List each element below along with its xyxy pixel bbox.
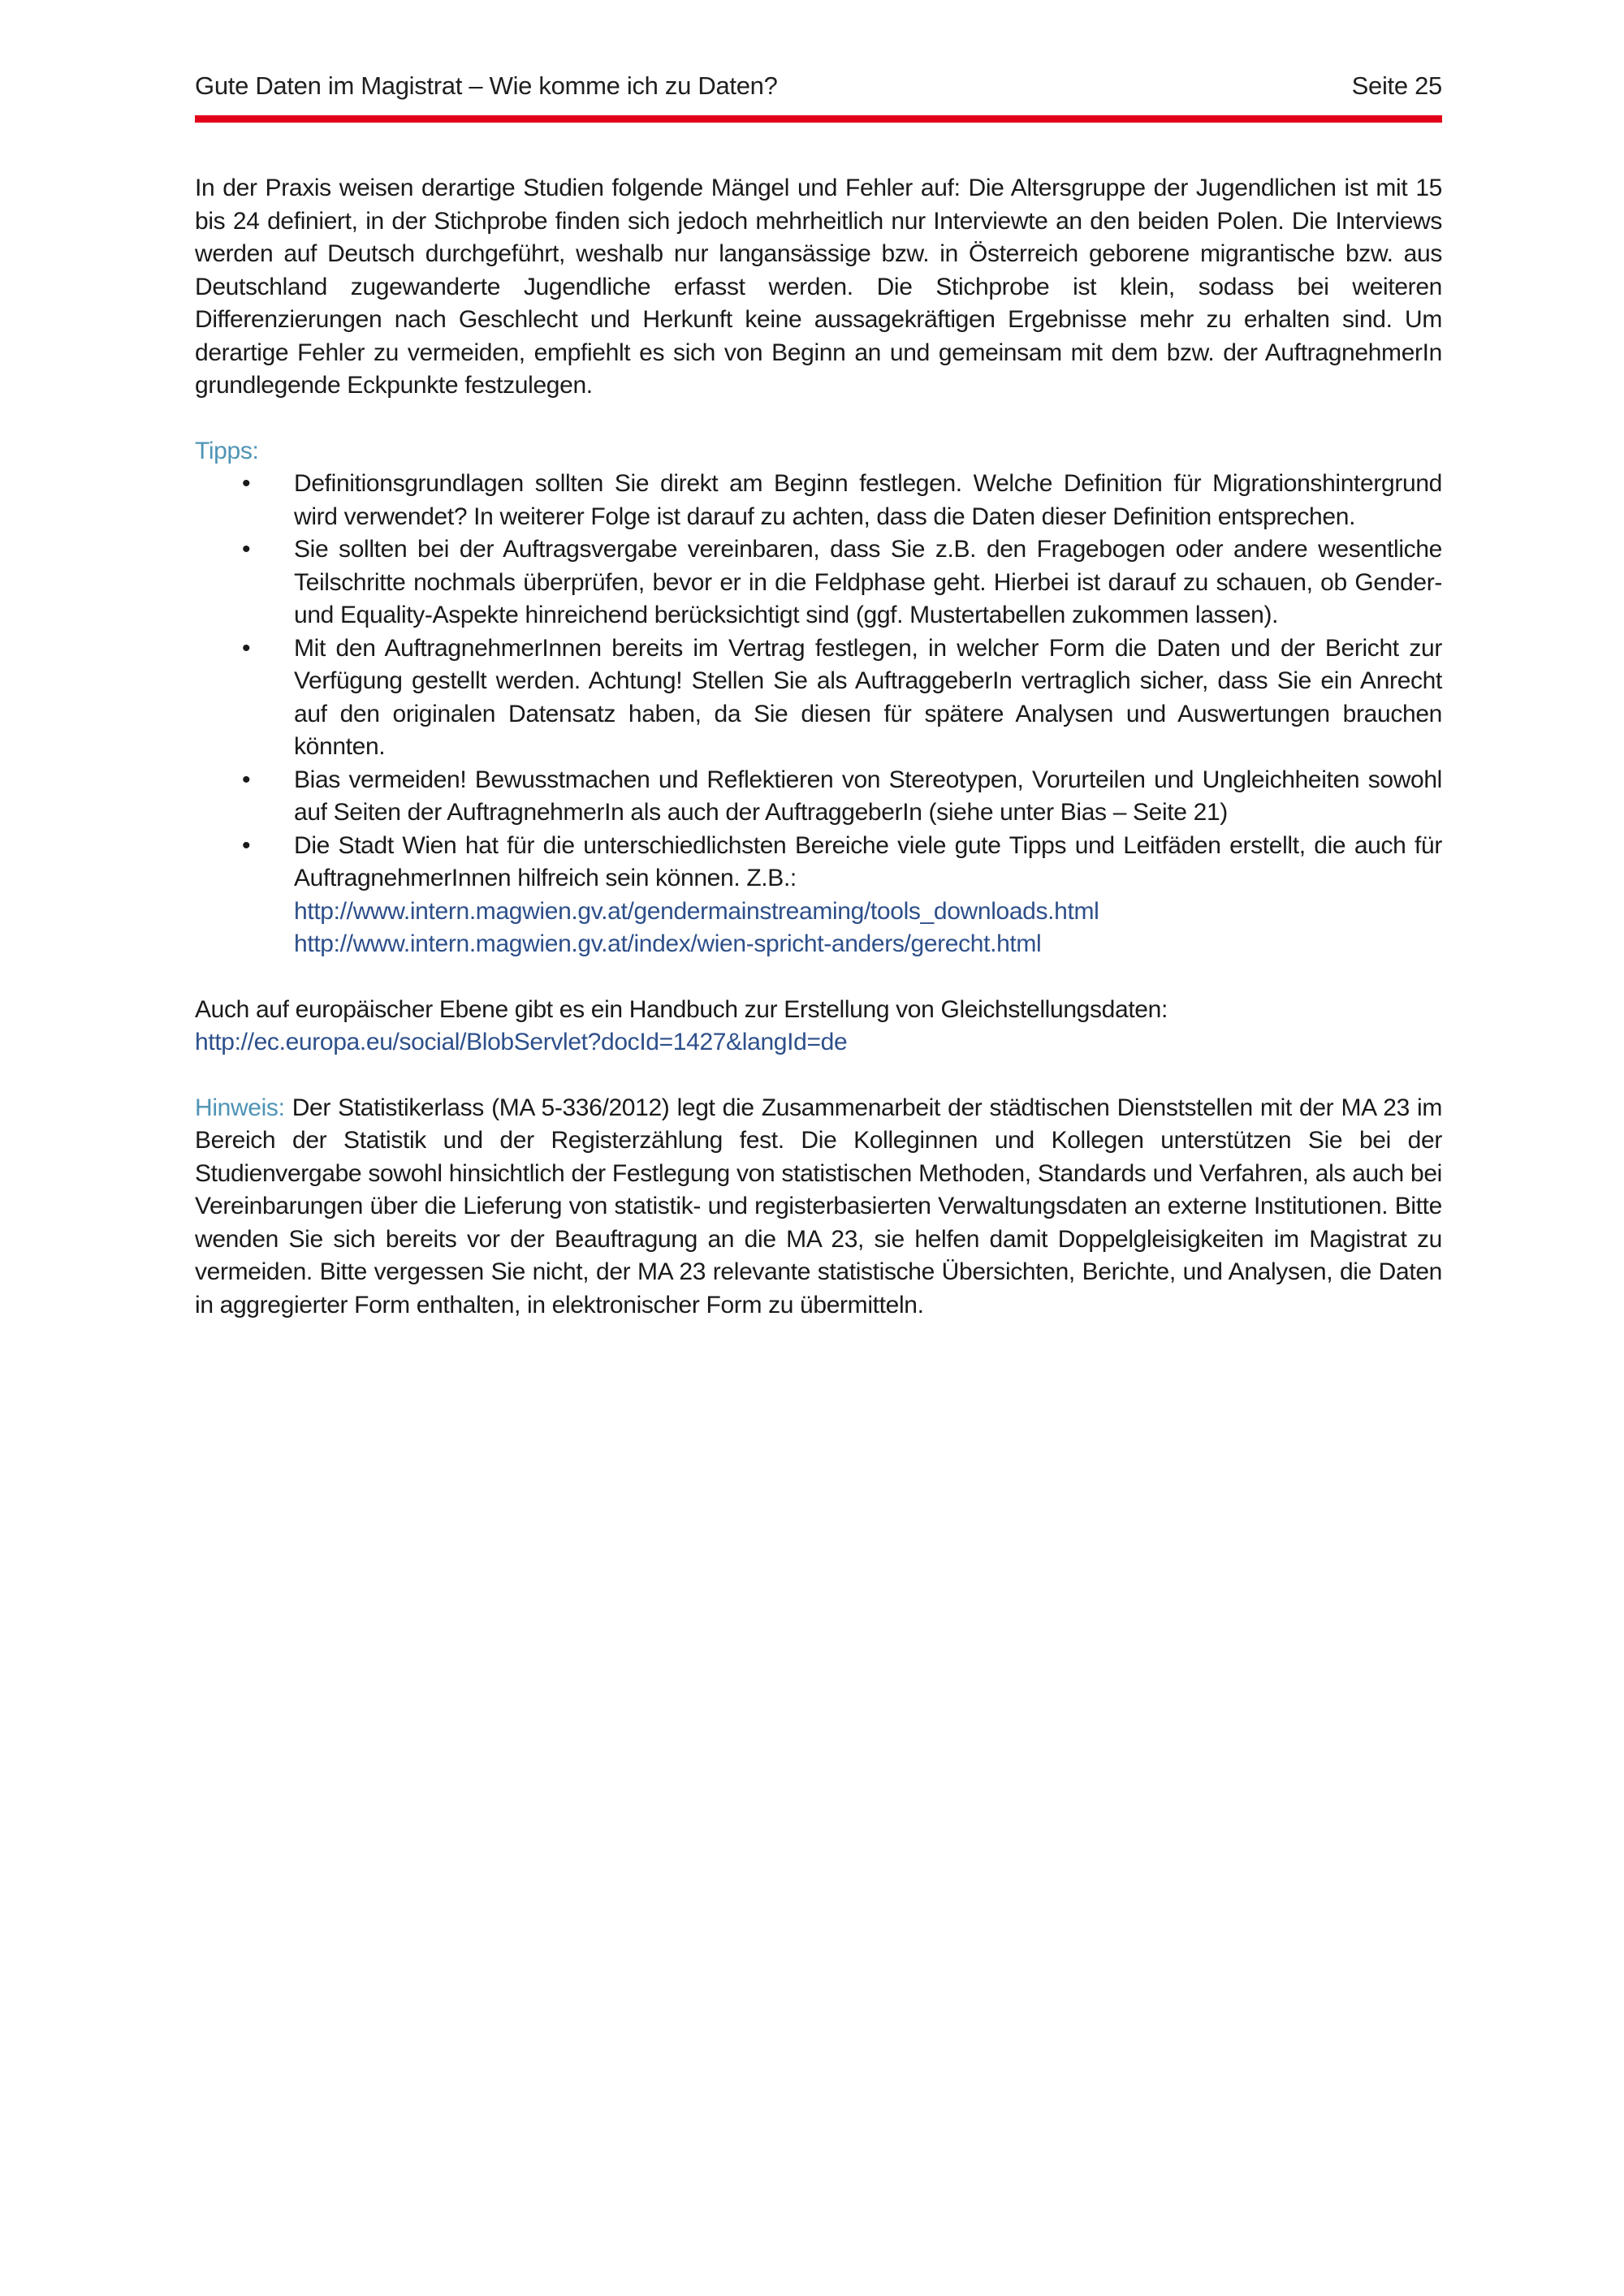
header-title: Gute Daten im Magistrat – Wie komme ich zu Daten? xyxy=(195,71,778,100)
note-paragraph xyxy=(195,1092,1442,1323)
tip-text: Die Stadt Wien hat für die unterschiedlichsten Bereiche viele gute Tipps und Leitfäden erstellt, die auch für AuftragnehmerInnen hilfreich sein können. Z.B.: xyxy=(294,831,1442,891)
note-label: Hinweis: xyxy=(195,1094,285,1121)
europa-handbook-link[interactable]: http://ec.europa.eu/social/BlobServlet?docId=1427&langId=de xyxy=(195,1029,848,1055)
tip-text: Bias vermeiden! Bewusstmachen und Reflektieren von Stereotypen, Vorurteilen und Ungleichheiten sowohl auf Seiten der AuftragnehmerIn als auch der AuftraggeberIn (siehe unter Bias – Seite 21) xyxy=(294,766,1442,826)
tips-heading: Tipps: xyxy=(195,437,259,464)
europe-text: Auch auf europäischer Ebene gibt es ein Handbuch zur Erstellung von Gleichstellungsdaten: xyxy=(195,995,1168,1023)
bullet-icon: • xyxy=(242,470,251,497)
tip-text: Definitionsgrundlagen sollten Sie direkt am Beginn festlegen. Welche Definition für Migrationshintergrund wird verwendet? In weiterer Folge ist darauf zu achten, dass die Daten dieser Definition entsprechen. xyxy=(294,470,1442,530)
europe-section xyxy=(195,994,1442,1060)
page-content xyxy=(195,172,1442,1322)
tips-list xyxy=(195,468,1442,961)
bullet-icon: • xyxy=(242,831,251,859)
tip-item xyxy=(195,468,1442,533)
gender-mainstreaming-link[interactable]: http://www.intern.magwien.gv.at/gendermainstreaming/tools_downloads.html xyxy=(294,897,1099,925)
bullet-icon: • xyxy=(242,536,251,563)
note-text: Der Statistikerlass (MA 5-336/2012) legt die Zusammenarbeit der städtischen Dienststellen mit der MA 23 im Bereich der Statistik und der Registerzählung fest. Die Kolleginnen und Kollegen unterstützen Sie bei der Studienvergabe sowohl hinsichtlich der Festlegung von statistischen Methoden, Standards und Verfahren, als auch bei Vereinbarungen über die Lieferung von statistik- und registerbasierten Verwaltungsdaten an externe Institutionen. Bitte wenden Sie sich bereits vor der Beauftragung an die MA 23, sie helfen damit Doppelgleisigkeiten im Magistrat zu vermeiden. Bitte vergessen Sie nicht, der MA 23 relevante statistische Übersichten, Berichte, und Analysen, die Daten in aggregierter Form enthalten, in elektronischer Form zu übermitteln. xyxy=(195,1094,1442,1318)
bullet-icon: • xyxy=(242,634,251,662)
header-divider xyxy=(195,115,1442,123)
tip-item xyxy=(195,830,1442,961)
tip-text: Mit den AuftragnehmerInnen bereits im Vertrag festlegen, in welcher Form die Daten und der Bericht zur Verfügung gestellt werden. Achtung! Stellen Sie als AuftraggeberIn vertraglich sicher, dass Sie ein Anrecht auf den originalen Datensatz haben, da Sie diesen für spätere Analysen und Auswertungen brauchen könnten. xyxy=(294,634,1442,760)
tip-item xyxy=(195,764,1442,830)
tips-section xyxy=(195,435,1442,961)
page-header xyxy=(195,68,1442,101)
bullet-icon: • xyxy=(242,766,251,793)
wien-spricht-anders-link[interactable]: http://www.intern.magwien.gv.at/index/wien-spricht-anders/gerecht.html xyxy=(294,930,1042,957)
intro-paragraph: In der Praxis weisen derartige Studien folgende Mängel und Fehler auf: Die Altersgruppe der Jugendlichen ist mit 15 bis 24 definiert, in der Stichprobe finden sich jedoch mehrheitlich nur Interviewte an den beiden Polen. Die Interviews werden auf Deutsch durchgeführt, weshalb nur langansässige bzw. in Österreich geborene migrantische bzw. aus Deutschland zugewanderte Jugendliche erfasst werden. Die Stichprobe ist klein, sodass bei weiteren Differenzierungen nach Geschlecht und Herkunft keine aussagekräftigen Ergebnisse mehr zu erhalten sind. Um derartige Fehler zu vermeiden, empfiehlt es sich von Beginn an und gemeinsam mit dem bzw. der AuftragnehmerIn grundlegende Eckpunkte festzulegen. xyxy=(195,175,1442,399)
page-number: Seite 25 xyxy=(1351,71,1442,100)
tip-item xyxy=(195,533,1442,632)
tip-item xyxy=(195,632,1442,764)
tip-text: Sie sollten bei der Auftragsvergabe vereinbaren, dass Sie z.B. den Fragebogen oder andere wesentliche Teilschritte nochmals überprüfen, bevor er in die Feldphase geht. Hierbei ist darauf zu schauen, ob Gender- und Equality-Aspekte hinreichend berücksichtigt sind (ggf. Mustertabellen zukommen lassen). xyxy=(294,536,1442,628)
